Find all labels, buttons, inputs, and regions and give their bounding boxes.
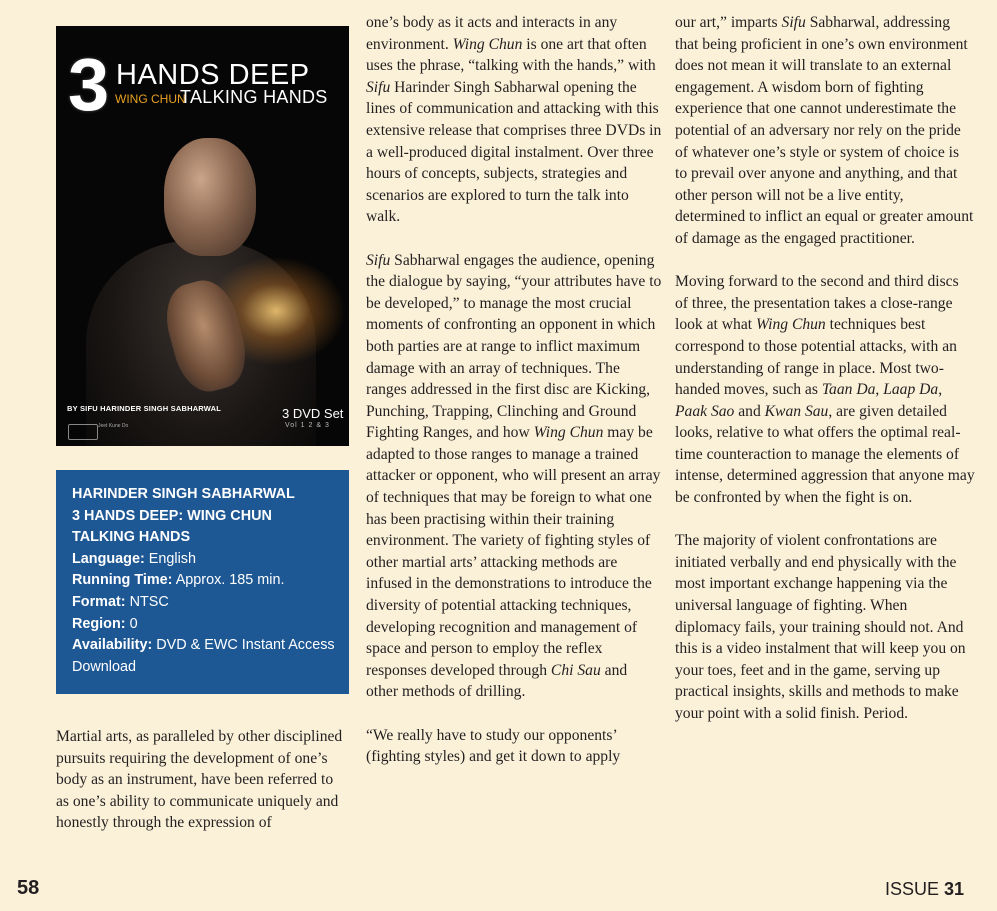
info-language-value: English [148, 550, 196, 567]
paragraph-3: Sifu Sabharwal engages the audience, opening the dialogue by saying, “your attributes have to be developed,” to manage the most crucial moments of confronting an opponent in which both parties are at range to inflict maximum damage with an array of techniques. The ranges addressed in the first disc are Kicking, Punching, Trapping, Clinching and Ground Fighting Ranges, and how Wing Chun may be adapted to those ranges to manage a trained attacker or opponent, who will present an array of techniques that may be foreign to what one has been practising within their training environment. The variety of fighting styles of other martial arts’ attacking methods are infused in the demonstrations to introduce the diversity of potential attacking techniques, developing recognition and management of space and person to employ the reflex responses developed through Chi Sau and other methods of drilling. [366, 251, 662, 701]
info-availability-row [72, 635, 337, 678]
cover-set-label: 3 DVD Set [282, 406, 344, 421]
info-region-label: Region: [72, 615, 126, 632]
info-language-label: Language: [72, 550, 145, 567]
cover-numeral: 3 [68, 43, 108, 126]
paragraph-1: Martial arts, as paralleled by other disciplined pursuits requiring the development of one’s body as an instrument, have been referred to as one’s ability to communicate uniquely and honestly through the expression of [56, 728, 343, 832]
article-column-2 [366, 12, 662, 789]
info-format-row [72, 592, 337, 614]
product-info-box [56, 470, 349, 694]
dvd-cover-image [56, 26, 349, 446]
info-title-line2: 3 HANDS DEEP: WING CHUN [72, 507, 272, 524]
cover-title: HANDS DEEP [116, 59, 310, 91]
publisher-logo-text: Jeet Kune Do [98, 423, 129, 429]
cover-byline: BY SIFU HARINDER SINGH SABHARWAL [67, 404, 222, 413]
info-running-time-label: Running Time: [72, 572, 173, 589]
info-language-row [72, 549, 337, 571]
paragraph-2: one’s body as it acts and interacts in any environment. Wing Chun is one art that often uses the phrase, “talking with the hands,” with Sifu Harinder Singh Sabharwal opening the lines of communication and attacking with this extensive release that comprises three DVDs in a well-produced digital instalment. Over three hours of concepts, subjects, strategies and scenarios are explored to turn the talk into walk. [366, 14, 662, 226]
article-column-3 [675, 12, 975, 746]
article-column-1 [56, 726, 346, 856]
page-number: 58 [17, 877, 40, 899]
paragraph-6: Moving forward to the second and third discs of three, the presentation takes a close-range look at what Wing Chun techniques best correspond to those potential attacks, with an understanding of range in place. Most two-handed moves, such as Taan Da, Laap Da, Paak Sao and Kwan Sau, are given detailed looks, relative to what offers the optimal real-time counteraction to manage the elements of intense, determined aggression that anyone may be confronted by when the fight is on. [675, 273, 975, 507]
paragraph-7: The majority of violent confrontations are initiated verbally and end physically with the most important exchange happening via the universal language of fighting. When diplomacy fails, your training should not. And this is a video instalment that will keep you on your toes, feet and in the game, serving up practical insights, skills and methods to make your point with a solid finish. Period. [675, 532, 966, 722]
info-availability-value: DVD & EWC Instant Access Download [72, 637, 335, 675]
info-format-value: NTSC [129, 593, 169, 610]
paragraph-5: our art,” imparts Sifu Sabharwal, addressing that being proficient in one’s own environment does not mean it will translate to an external engagement. A wisdom born of fighting experience that one cannot underestimate the potential of an adversary nor rely on the pride of whatever one’s style or system of choice is to prevail over anyone and anything, and that other person will not be a live entity, determined to inflict an equal or greater amount of damage as the engaged practitioner. [675, 14, 974, 247]
issue-folio [885, 879, 964, 900]
info-format-label: Format: [72, 593, 126, 610]
cover-subtitle-white: TALKING HANDS [180, 87, 328, 107]
cover-figure-head [164, 138, 256, 256]
issue-number: 31 [944, 879, 965, 899]
info-title-line1: HARINDER SINGH SABHARWAL [72, 486, 295, 502]
publisher-logo-icon [68, 424, 98, 440]
info-availability-label: Availability: [72, 637, 153, 654]
cover-volumes: Vol 1 2 & 3 [285, 422, 330, 429]
info-running-time-row [72, 570, 337, 592]
info-title-line3: TALKING HANDS [72, 529, 191, 546]
info-running-time-value: Approx. 185 min. [175, 572, 285, 589]
issue-label: ISSUE [885, 879, 940, 899]
cover-subtitle-orange: WING CHUN [115, 92, 186, 106]
paragraph-4: “We really have to study our opponents’ (fighting styles) and get it down to apply [366, 726, 621, 766]
info-region-value: 0 [129, 615, 138, 632]
info-region-row [72, 614, 337, 636]
